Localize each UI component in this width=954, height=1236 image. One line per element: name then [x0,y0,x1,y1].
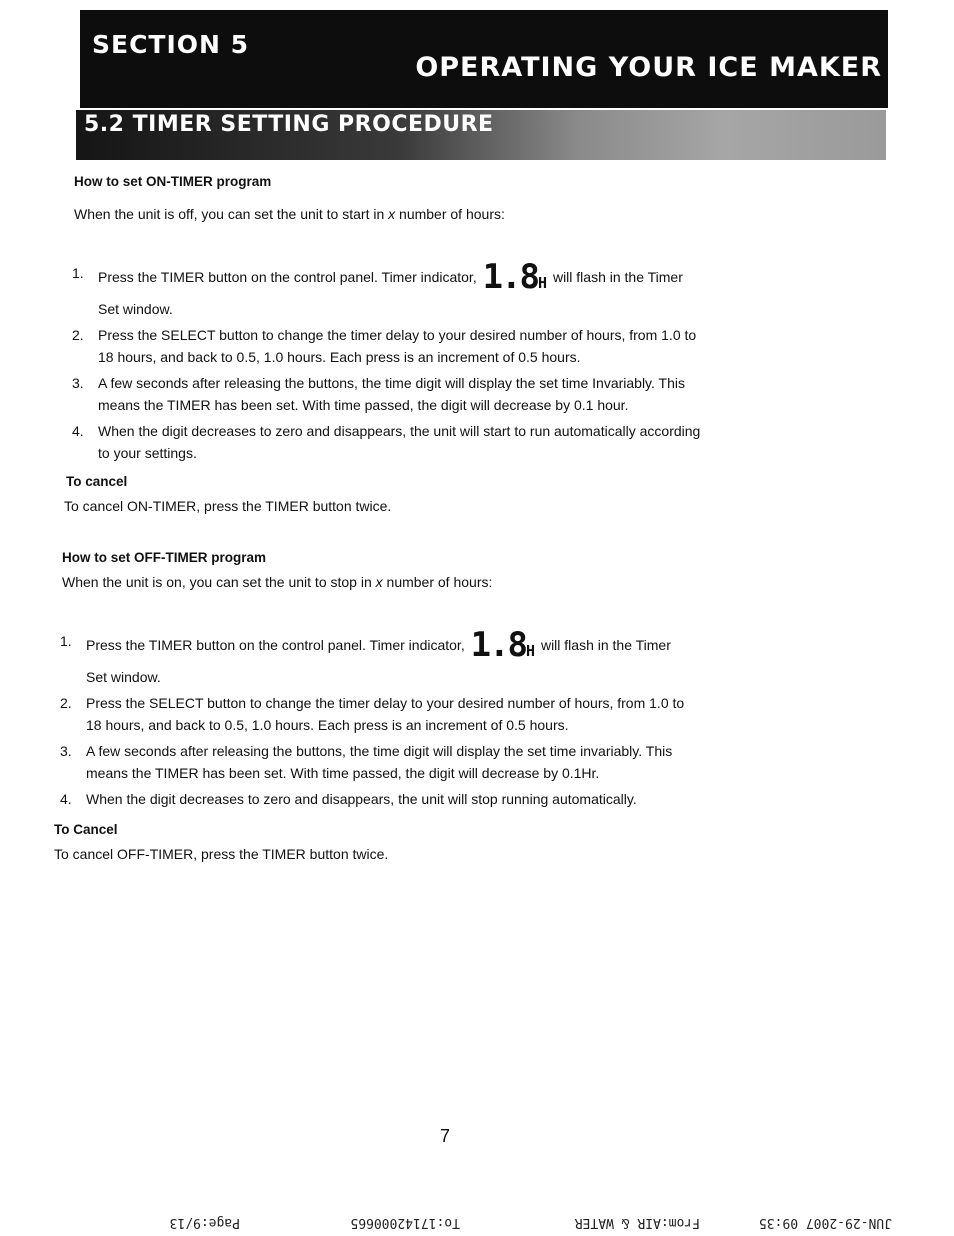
list-item [60,740,690,784]
step-number: 3. [60,743,72,759]
list-item [72,420,702,464]
on-timer-cancel-text: To cancel ON-TIMER, press the TIMER button twice. [64,498,392,514]
step-text: will flash in the Timer Set window. [98,269,683,317]
fax-page: Page:9/13 [169,1215,240,1230]
fax-from: From:AIR & WATER [574,1215,700,1230]
step-text: will flash in the Timer Set window. [86,637,671,685]
step-text: A few seconds after releasing the buttons, the time digit will display the set time invariably. This means the TIMER has been set. With time passed, the digit will decrease by 0.1Hr. [86,743,673,781]
subsection-banner [76,110,886,160]
intro-text: number of hours: [382,574,493,590]
fax-date: JUN-29-2007 09:35 [758,1215,892,1230]
fax-to: To:17142000665 [350,1215,460,1230]
intro-text: number of hours: [395,206,505,222]
section-label: SECTION 5 [92,30,250,59]
fax-footer [140,1210,900,1232]
on-timer-heading: How to set ON-TIMER program [74,174,272,189]
list-item [72,372,702,416]
subsection-title: 5.2 TIMER SETTING PROCEDURE [84,112,494,137]
off-timer-cancel-text: To cancel OFF-TIMER, press the TIMER button twice. [54,846,389,862]
step-text: Press the TIMER button on the control panel. Timer indicator, [98,269,477,285]
step-text: Press the SELECT button to change the timer delay to your desired number of hours, from 1.0 to 18 hours, and back to 0.5, 1.0 hours. Each press is an increment of 0.5 hours. [98,327,697,365]
section-header-bar [80,10,888,108]
step-number: 4. [60,791,72,807]
step-text: When the digit decreases to zero and disappears, the unit will start to run automatically according to your settings. [98,423,701,461]
list-item [72,257,702,320]
off-timer-steps [60,625,690,814]
list-item [60,788,690,810]
intro-variable: x [375,574,383,590]
list-item [60,625,690,688]
off-timer-intro [62,574,492,590]
intro-text: When the unit is on, you can set the unit to stop in [62,574,376,590]
off-timer-cancel-heading: To Cancel [54,822,118,837]
step-text: Press the TIMER button on the control panel. Timer indicator, [86,637,465,653]
display-unit: H [526,642,536,660]
on-timer-steps [72,257,702,468]
step-number: 1. [60,633,72,649]
step-number: 1. [72,265,84,281]
step-text: A few seconds after releasing the buttons, the time digit will display the set time Invariably. This means the TIMER has been set. With time passed, the digit will decrease by 0.1 hour. [98,375,685,413]
page-number: 7 [440,1126,451,1146]
step-number: 4. [72,423,84,439]
step-text: When the digit decreases to zero and disappears, the unit will stop running automatically. [86,791,637,807]
intro-variable: x [388,206,396,222]
timer-display-icon [470,625,536,666]
step-text: Press the SELECT button to change the timer delay to your desired number of hours, from 1.0 to 18 hours, and back to 0.5, 1.0 hours. Each press is an increment of 0.5 hours. [86,695,685,733]
display-digits: 1.8 [470,625,527,665]
off-timer-heading: How to set OFF-TIMER program [62,550,266,565]
display-unit: H [538,274,548,292]
step-number: 2. [72,327,84,343]
on-timer-cancel-heading: To cancel [66,474,128,489]
on-timer-intro [74,206,505,222]
intro-text: When the unit is off, you can set the unit to start in [74,206,389,222]
display-digits: 1.8 [482,257,539,297]
section-title: OPERATING YOUR ICE MAKER [415,52,882,83]
step-number: 3. [72,375,84,391]
list-item [60,692,690,736]
step-number: 2. [60,695,72,711]
list-item [72,324,702,368]
timer-display-icon [482,257,548,298]
